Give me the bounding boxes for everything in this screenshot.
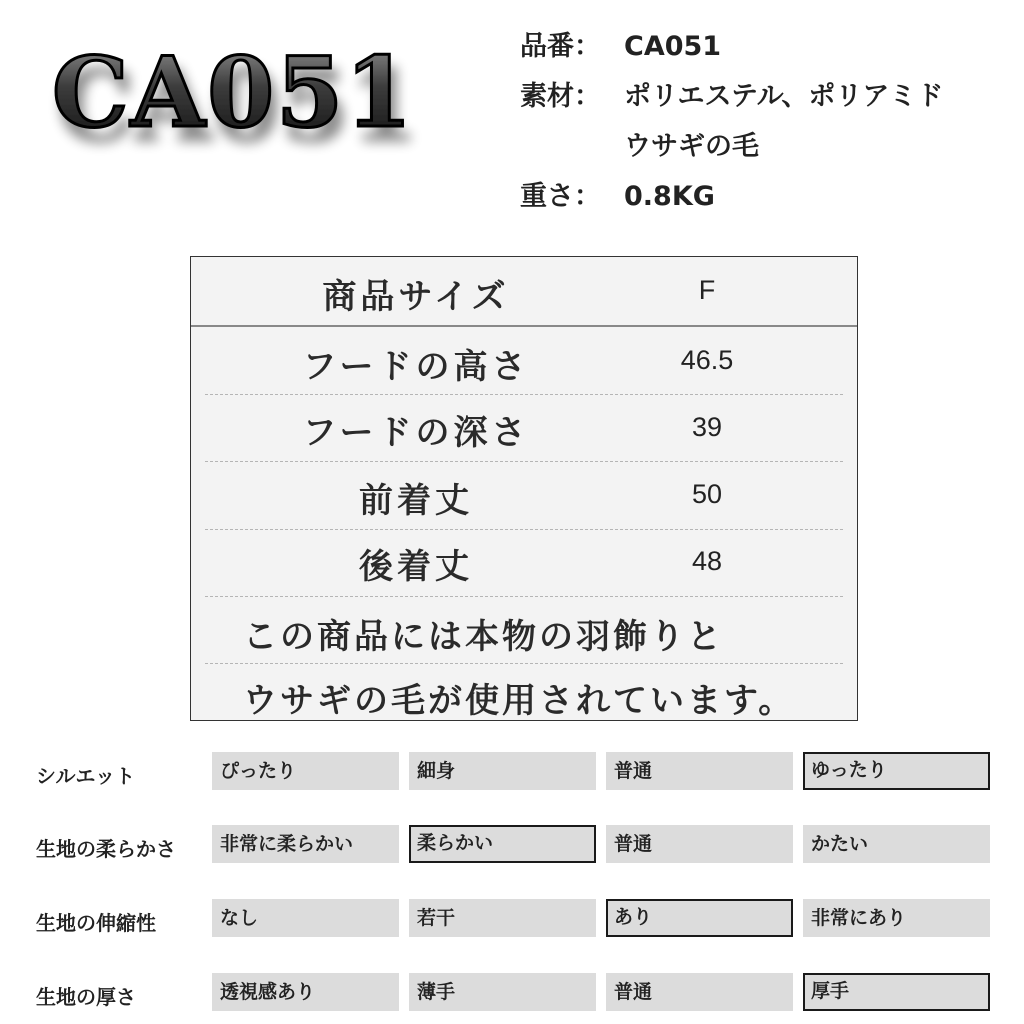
row-divider	[205, 663, 843, 664]
attribute-option: 若干	[409, 899, 596, 937]
attribute-option: 細身	[409, 752, 596, 790]
spec-item-material	[520, 74, 943, 113]
size-table-header	[191, 257, 857, 327]
row-divider	[205, 461, 843, 462]
size-header-label: 商品サイズ	[322, 277, 510, 317]
size-row-label: 前着丈	[359, 481, 473, 521]
spec-item-code	[520, 24, 721, 63]
attribute-label: 生地の伸縮性	[36, 911, 156, 935]
attribute-option: かたい	[803, 825, 990, 863]
spec-value: ウサギの毛	[624, 131, 759, 162]
spec-value: 0.8KG	[624, 181, 715, 212]
attribute-option: なし	[212, 899, 399, 937]
size-row-label: 後着丈	[359, 547, 473, 587]
row-divider	[205, 596, 843, 597]
note-line: ウサギの毛が使用されています。	[243, 681, 796, 721]
attribute-option-selected: 柔らかい	[409, 825, 596, 863]
attribute-option: 普通	[606, 825, 793, 863]
spec-key: 素材：	[520, 81, 601, 112]
spec-value: CA051	[624, 31, 722, 62]
attribute-option: 普通	[606, 973, 793, 1011]
spec-item-material-cont	[624, 124, 759, 163]
attribute-label: シルエット	[36, 764, 136, 788]
size-row-value: 46.5	[680, 345, 734, 375]
size-row-value: 50	[691, 479, 723, 509]
attribute-option-selected: ゆったり	[803, 752, 990, 790]
attribute-option: 普通	[606, 752, 793, 790]
logo-text: CA051	[52, 36, 414, 149]
attribute-label: 生地の柔らかさ	[36, 837, 176, 861]
size-row-value: 39	[691, 412, 723, 442]
spec-key: 品番：	[520, 31, 601, 62]
spec-key: 重さ：	[520, 181, 601, 212]
attribute-option: 透視感あり	[212, 973, 399, 1011]
attribute-option-selected: 厚手	[803, 973, 990, 1011]
size-header-value: F	[698, 275, 716, 305]
size-row-label: フードの高さ	[302, 347, 530, 387]
spec-value: ポリエステル、ポリアミド	[624, 81, 944, 112]
attribute-label: 生地の厚さ	[36, 985, 136, 1009]
size-row-value: 48	[691, 546, 723, 576]
size-row-label: フードの深さ	[302, 413, 530, 453]
attribute-option: 薄手	[409, 973, 596, 1011]
attribute-option: 非常に柔らかい	[212, 825, 399, 863]
spec-item-weight	[520, 174, 715, 213]
size-table	[190, 256, 858, 721]
attribute-option: ぴったり	[212, 752, 399, 790]
product-logo	[48, 28, 428, 168]
row-divider	[205, 394, 843, 395]
note-line: この商品には本物の羽飾りと	[243, 617, 724, 657]
row-divider	[205, 529, 843, 530]
attribute-option: 非常にあり	[803, 899, 990, 937]
attribute-option-selected: あり	[606, 899, 793, 937]
